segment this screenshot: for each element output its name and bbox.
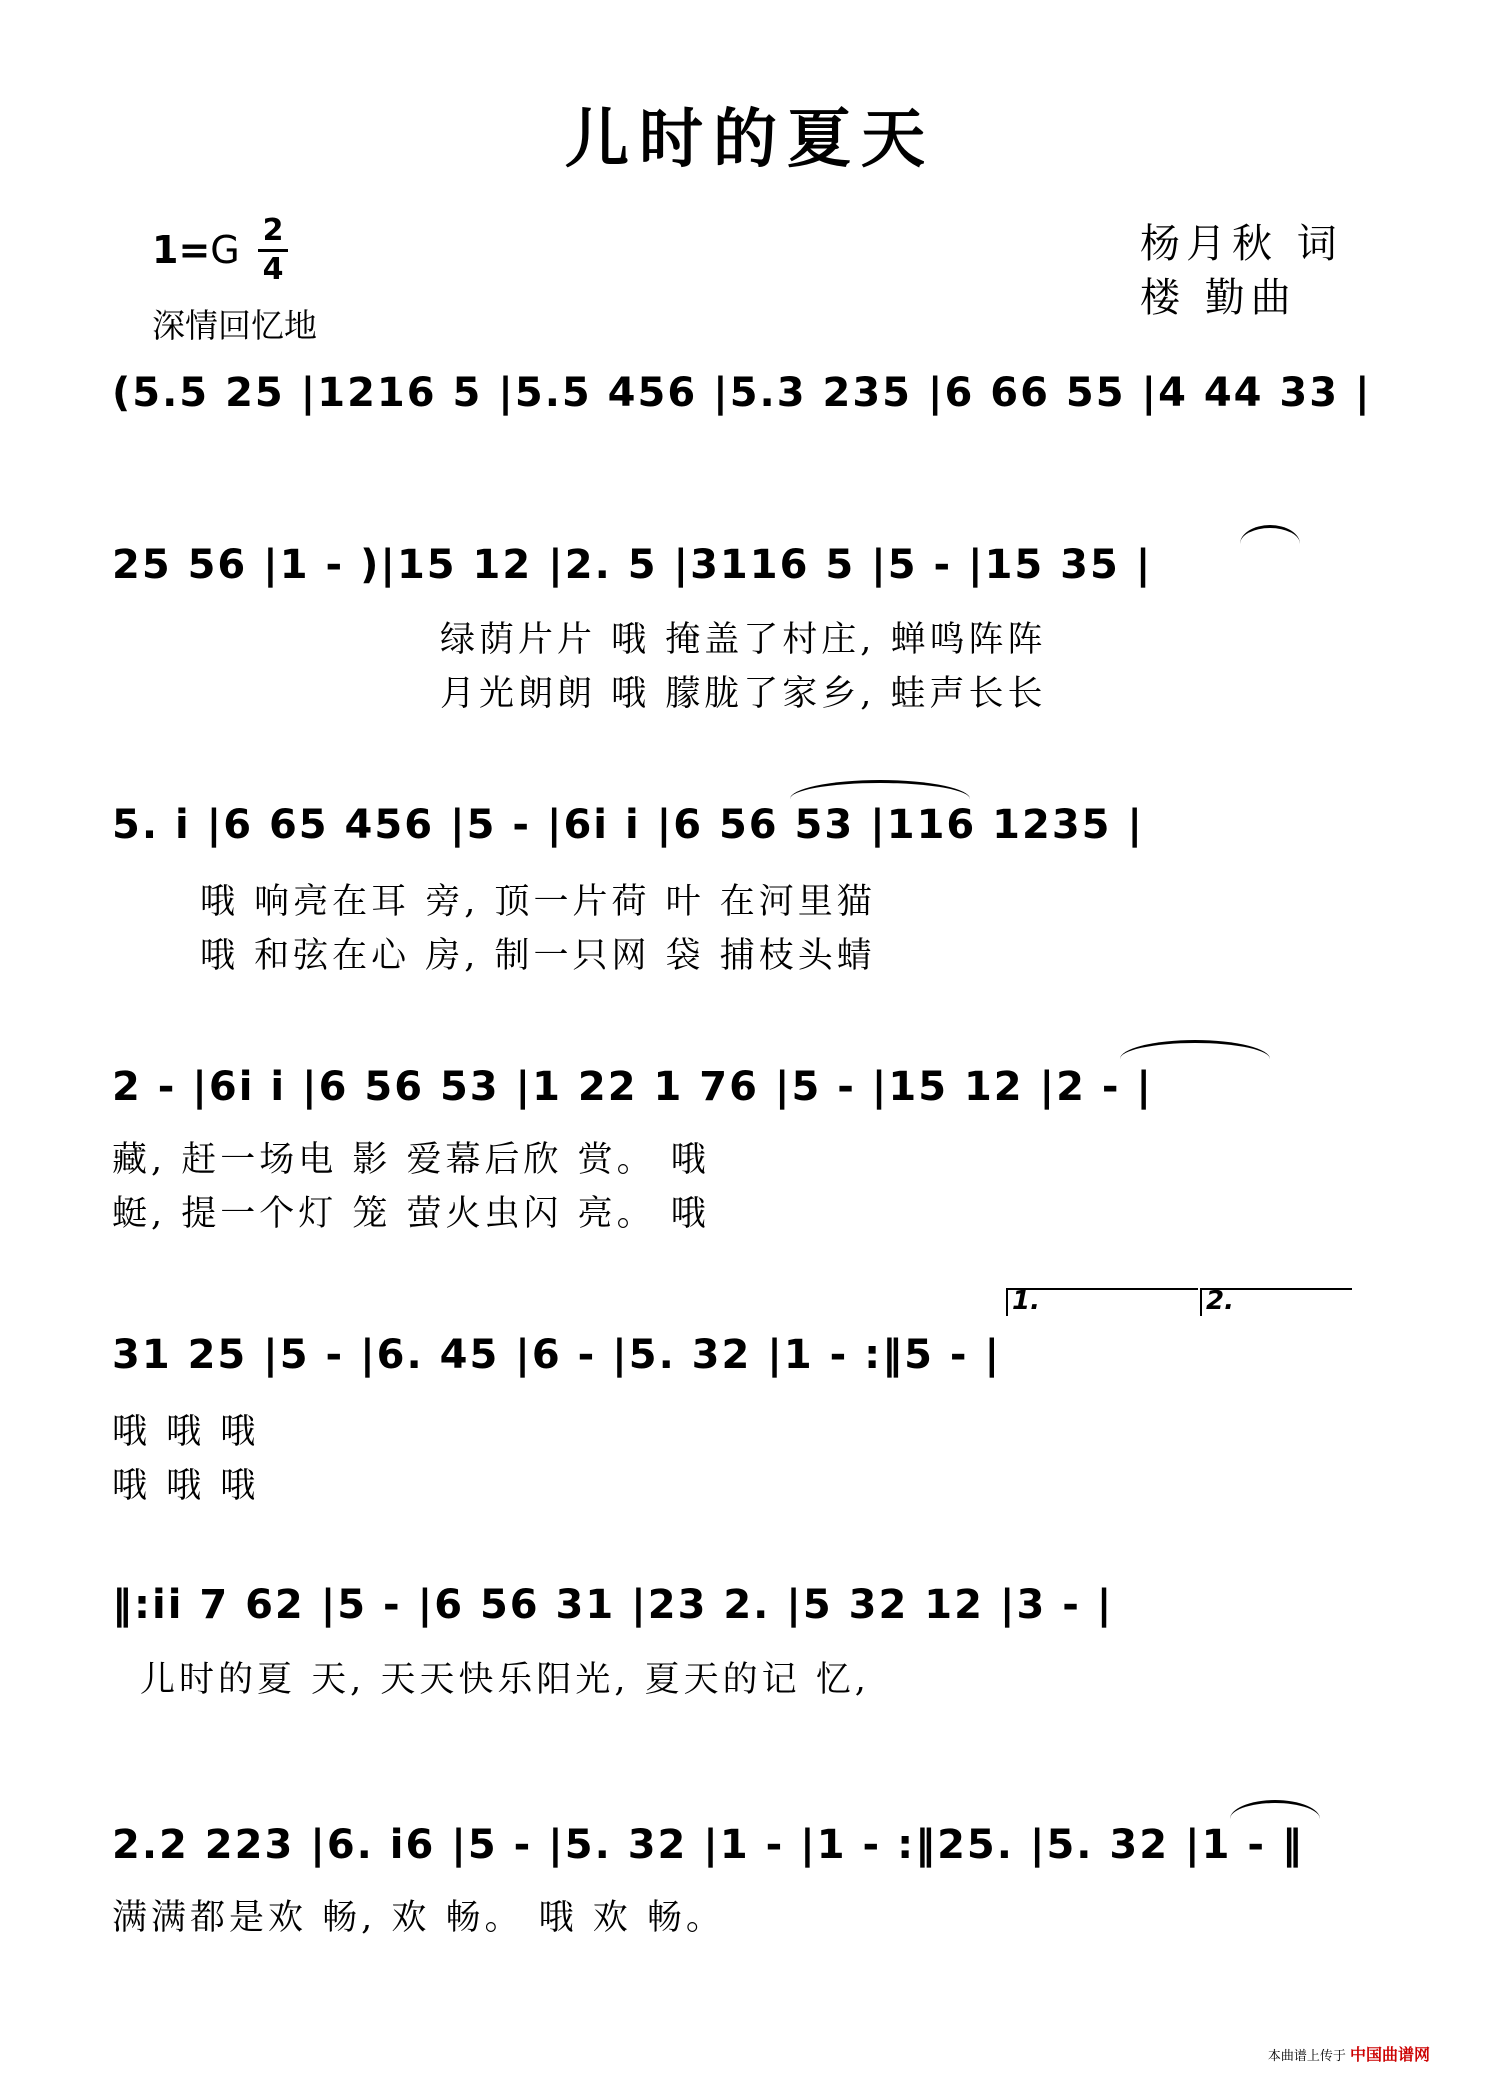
composer-credit: 楼 勤曲 (1140, 275, 1297, 321)
slur (1240, 525, 1300, 544)
footer-credit (1268, 2042, 1430, 2065)
lyrics-row-6: 儿时的夏 天, 天天快乐阳光, 夏天的记 忆, (140, 1660, 870, 1700)
notes-row-2: 25 56 |1 - )|15 12 |2. 5 |3116 5 |5 - |15 35 | (112, 542, 1153, 588)
slur (790, 780, 970, 799)
lyrics-row-7: 满满都是欢 畅, 欢 畅。 哦 欢 畅。 (112, 1898, 725, 1938)
slur (1120, 1040, 1270, 1059)
lyricist-credit: 杨月秋 词 (1140, 221, 1343, 267)
notes-row-3: 5. i |6 65 456 |5 - |6i i |6 56 53 |116 1235 | (112, 802, 1145, 848)
key-signature (152, 228, 240, 272)
tempo-marking: 深情回忆地 (152, 306, 317, 345)
footer-text: 本曲谱上传于 (1267, 2049, 1346, 2064)
lyrics-row-5-verse-1: 哦 哦 哦 (112, 1412, 260, 1452)
notes-row-7: 2.2 223 |6. i6 |5 - |5. 32 |1 - |1 - :‖25. |5. 32 |1 - ‖ (112, 1822, 1304, 1868)
lyrics-row-3-verse-2: 哦 和弦在心 房, 制一只网 袋 捕枝头蜻 (200, 936, 876, 976)
notes-row-5: 31 25 |5 - |6. 45 |6 - |5. 32 |1 - :‖5 - | (112, 1332, 1002, 1378)
site-logo[interactable]: 中国曲谱网 (1349, 2045, 1430, 2064)
lyrics-row-5-verse-2: 哦 哦 哦 (112, 1466, 260, 1506)
lyrics-row-2-verse-1: 绿荫片片 哦 掩盖了村庄, 蝉鸣阵阵 (440, 620, 1047, 660)
notes-row-1: (5.5 25 |1216 5 |5.5 456 |5.3 235 |6 66 55 |4 44 33 | (112, 370, 1372, 416)
first-ending-label: 1. (1012, 1286, 1040, 1316)
lyrics-row-4-verse-1: 藏, 赶一场电 影 爱幕后欣 赏。 哦 (112, 1140, 710, 1180)
slur (1230, 1800, 1320, 1819)
lyrics-row-3-verse-1: 哦 响亮在耳 旁, 顶一片荷 叶 在河里猫 (200, 882, 876, 922)
song-title: 儿时的夏天 (565, 102, 935, 177)
time-signature (258, 214, 288, 287)
first-ending-bracket (1006, 1288, 1198, 1316)
notes-row-4: 2 - |6i i |6 56 53 |1 22 1 76 |5 - |15 12 |2 - | (112, 1064, 1154, 1110)
key-note: G (210, 228, 240, 272)
lyrics-row-4-verse-2: 蜓, 提一个灯 笼 萤火虫闪 亮。 哦 (112, 1194, 710, 1234)
notes-row-6: ‖:ii 7 62 |5 - |6 56 31 |23 2. |5 32 12 |3 - | (112, 1582, 1114, 1628)
second-ending-label: 2. (1206, 1286, 1234, 1316)
second-ending-bracket (1200, 1288, 1352, 1316)
time-signature-top: 2 (262, 213, 284, 248)
key-prefix: 1= (152, 228, 211, 272)
time-signature-bottom: 4 (262, 252, 284, 287)
lyrics-row-2-verse-2: 月光朗朗 哦 朦胧了家乡, 蛙声长长 (440, 674, 1047, 714)
